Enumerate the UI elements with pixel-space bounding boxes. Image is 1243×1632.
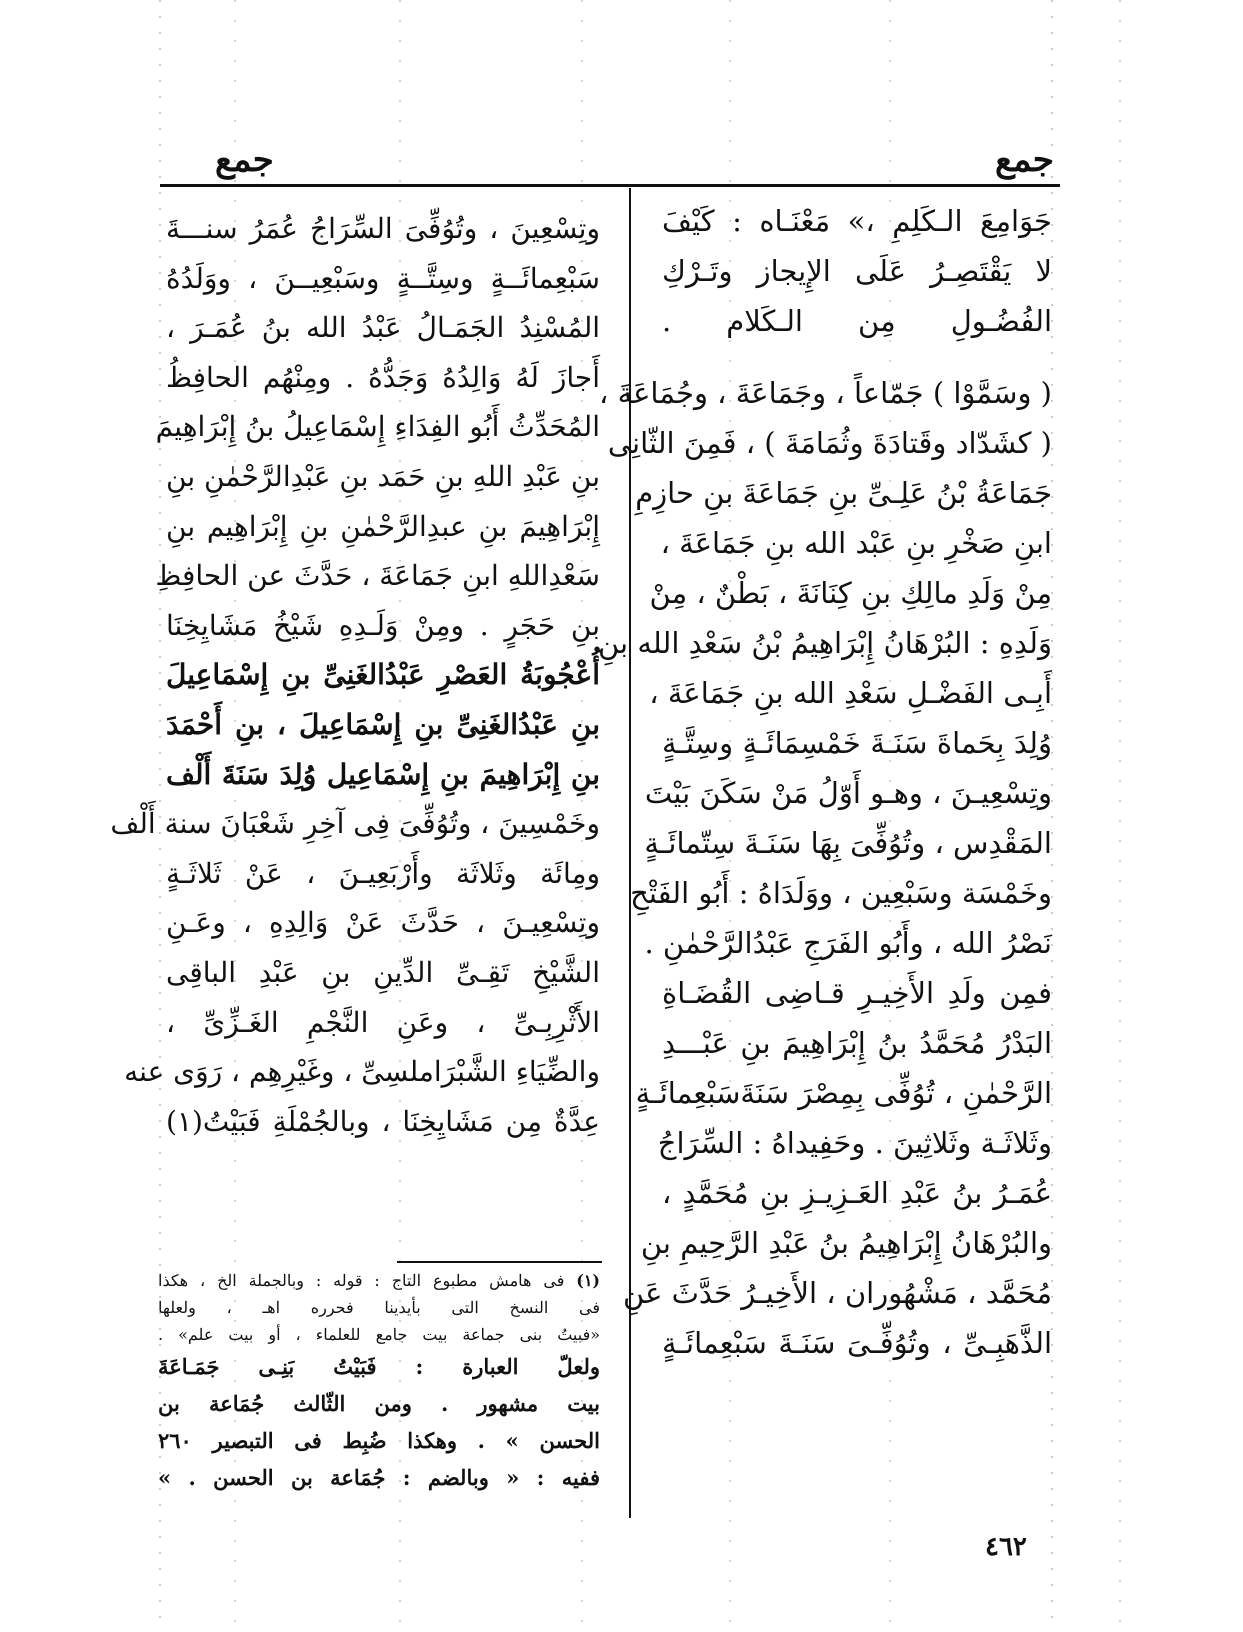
header-rule — [160, 184, 1060, 187]
running-head-left: جمع — [215, 140, 274, 180]
right-column — [597, 196, 1052, 1368]
text-line: مُحَمَّد ، مَشْهُوران ، الأَخِيـرُ حَدَّثَ عَنِ — [623, 1276, 1052, 1310]
text-line: وَلَدِهِ : البُرْهَانُ إِبْرَاهِيمُ بْنُ سَعْدِ الله بنِ — [597, 626, 1052, 660]
text-line: بنِ إِبْرَاهِيمَ بنِ إِسْمَاعِيل وُلِدَ سَنَةَ أَلْف — [166, 757, 600, 791]
text-line: سَعْدِاللهِ ابنِ جَمَاعَةَ ، حَدَّثَ عن الحافِظِ — [155, 559, 600, 593]
footnote-line: فى النسخ التى بأيدينا فحرره اهـ ، ولعلها — [158, 1298, 600, 1317]
text-line: وخَمْسِينَ ، وتُوُفِّىَ فِى آخِرِ شَعْبَانَ سنة أَلْف — [110, 807, 600, 841]
text-line: بنِ عَبْدُالغَنِىِّ بنِ إِسْمَاعِيلَ ، بنِ أَحْمَدَ — [166, 707, 600, 741]
text-line: الأَثْرِبِـىِّ ، وعَنِ النَّجْمِ الغَـزِّىِّ ، — [166, 1005, 600, 1039]
text-line: عُمَـرُ بنُ عَبْدِ العَـزِيـزِ بنِ مُحَمَّدٍ ، — [662, 1176, 1052, 1210]
footnote-line: الحسن » . وهكذا ضُبِط فى التبصير ٢٦٠ — [158, 1428, 600, 1453]
text-line: الفُضُـولِ مِن الـكَلام . — [662, 304, 1052, 338]
text-line: البَدْرُ مُحَمَّدُ بنُ إِبْرَاهِيمَ بنِ عَبْـــدِ — [662, 1026, 1052, 1060]
footnote-line: ففيه : « وبالضم : جُمَاعة بن الحسن . » — [158, 1465, 600, 1490]
text-line: وتِسْعِينَ ، وتُوُفِّىَ السِّرَاجُ عُمَرُ سنـــةَ — [166, 212, 600, 245]
text-line: الذَّهَبِـىِّ ، وتُوُفِّـىَ سَنَـةَ سَبْعِمائَـةٍ — [662, 1326, 1052, 1360]
footnote-rule — [397, 1261, 602, 1263]
running-head-right: جمع — [995, 140, 1054, 180]
footnotes — [158, 1267, 600, 1496]
text-line: ( كشَدّاد وقَتادَةَ وثُمَامَةَ ) ، فَمِنَ الثّانِى — [607, 426, 1052, 460]
text-line: بنِ عَبْدِ اللهِ بنِ حَمَد بنِ عَبْدِالرَّحْمٰنِ بنِ — [166, 459, 600, 493]
text-line: لا يَقْتَصِـرُ عَلَى الإِيجاز وتَـرْكِ — [662, 254, 1052, 288]
text-line: ومِائَة وثَلاثَة وأَرْبَعِيـنَ ، عَنْ ثَلاثَـةٍ — [166, 856, 600, 890]
footnote-line: بيت مشهور . ومن الثّالث جُمَاعة بن — [158, 1391, 600, 1416]
text-line: والضِّيَاءِ الشَّبْرَاملسِىِّ ، وغَيْرِهِم ، رَوَى عنه — [124, 1055, 600, 1089]
text-line: الشَّيْخِ تَقِـىِّ الدِّينِ بنِ عَبْدِ الباقِى — [166, 955, 600, 989]
text-line: ( وسَمَّوْا ) جَمّاعاً ، وجَمَاعَةَ ، وجُمَاعَةَ ، — [599, 376, 1052, 410]
text-line: إِبْرَاهِيمَ بنِ عبدِالرَّحْمٰنِ بنِ إِبْرَاهِيم بنِ — [166, 509, 600, 543]
text-line: وُلِدَ بِحَماةَ سَنَـةَ خَمْسِمَائَـةٍ وسِتَّـةٍ — [662, 726, 1052, 760]
text-line: أُعْجُوبَةُ العَصْرِ عَبْدُالغَنِىِّ بنِ إِسْمَاعِيلَ — [166, 658, 600, 692]
text-line: عِدَّةٌ مِن مَشَايِخِنَا ، وبالجُمْلَةِ فَبَيْتُ(١) — [166, 1104, 600, 1138]
text-line: جَمَاعَةُ بْنُ عَلِـىِّ بنِ جَمَاعَةَ بنِ حازِمِ — [635, 476, 1052, 510]
text-line: أَبِـى الفَضْـلِ سَعْدِ الله بنِ جَمَاعَةَ ، — [649, 676, 1052, 710]
text-line: المُسْنِدُ الجَمَـالُ عَبْدُ الله بنُ عُمَـرَ ، — [166, 311, 600, 345]
text-line: سَبْعِمائَــةٍ وسِتَّــةٍ وسَبْعِيــنَ ، ووَلَدُهُ — [166, 261, 600, 295]
text-line: ابنِ صَخْرِ بنِ عَبْد الله بنِ جَمَاعَةَ ، — [660, 526, 1052, 560]
text-line: فمِن ولَدِ الأَخِيـرِ قـاضِى القُضَـاةِ — [662, 976, 1052, 1010]
text-line: وتِسْعِيـنَ ، حَدَّثَ عَنْ وَالِدِهِ ، وعَـنِ — [166, 906, 600, 940]
footnote-line: ولعلّ العبارة : فَبَيْتُ بَنِـى جَمَـاعَةَ — [158, 1354, 600, 1379]
footnote-line: «فبيتُ بنى جماعة بيت جامع للعلماء ، أو بيت علم» . — [158, 1325, 600, 1344]
text-line: وتِسْعِيـنَ ، وهـو أَوّلُ مَنْ سَكَنَ بَيْتَ — [644, 776, 1052, 810]
footnote-text: فى هامش مطبوع التاج : قوله : وبالجملة الخ ، هكذا — [158, 1271, 565, 1290]
text-line: المَقْدِس ، وتُوُفِّىَ بِهَا سَنَـةَ سِتّمائَـةٍ — [644, 826, 1052, 860]
page-number: ٤٦٢ — [985, 1532, 1027, 1562]
text-line: وثَلاثَـة وثَلاثِينَ . وحَفِيداهُ : السِّرَاجُ — [657, 1126, 1052, 1160]
text-line: أَجازَ لَهُ وَالِدُهُ وَجَدُّهُ . ومِنْهُم الحافِظُ — [166, 360, 600, 394]
footnote-number: (١) — [576, 1271, 600, 1290]
text-line: مِنْ وَلَدِ مالِكِ بنِ كِنَانَةَ ، بَطْنٌ ، مِنْ — [649, 576, 1052, 610]
text-line: والبُرْهَانُ إِبْرَاهِيمُ بنُ عَبْدِ الرَّحِيمِ بنِ — [640, 1226, 1052, 1260]
text-line: الرَّحْمٰنِ ، تُوُفِّى بِمِصْرَ سَنَةَسَبْعِمائَـةٍ — [635, 1076, 1052, 1110]
text-line: بنِ حَجَرٍ . ومِنْ وَلَـدِهِ شَيْخُ مَشَايِخِنَا — [166, 608, 600, 642]
left-column — [110, 204, 600, 1146]
text-line: وخَمْسَة وسَبْعِين ، ووَلَدَاهُ : أَبُو الفَتْحِ — [630, 876, 1052, 910]
text-line: نَصْرُ الله ، وأَبُو الفَرَجِ عَبْدُالرَّحْمٰنِ . — [644, 926, 1052, 960]
footnote-line — [158, 1267, 600, 1294]
text-line: جَوَامِعَ الـكَلِمِ ،» مَعْنَـاه : كَيْفَ — [662, 204, 1052, 238]
paragraph-gap — [662, 346, 1052, 368]
text-line: المُحَدِّثُ أَبُو الفِدَاءِ إِسْمَاعِيلُ بنُ إِبْرَاهِيمَ — [155, 410, 600, 444]
